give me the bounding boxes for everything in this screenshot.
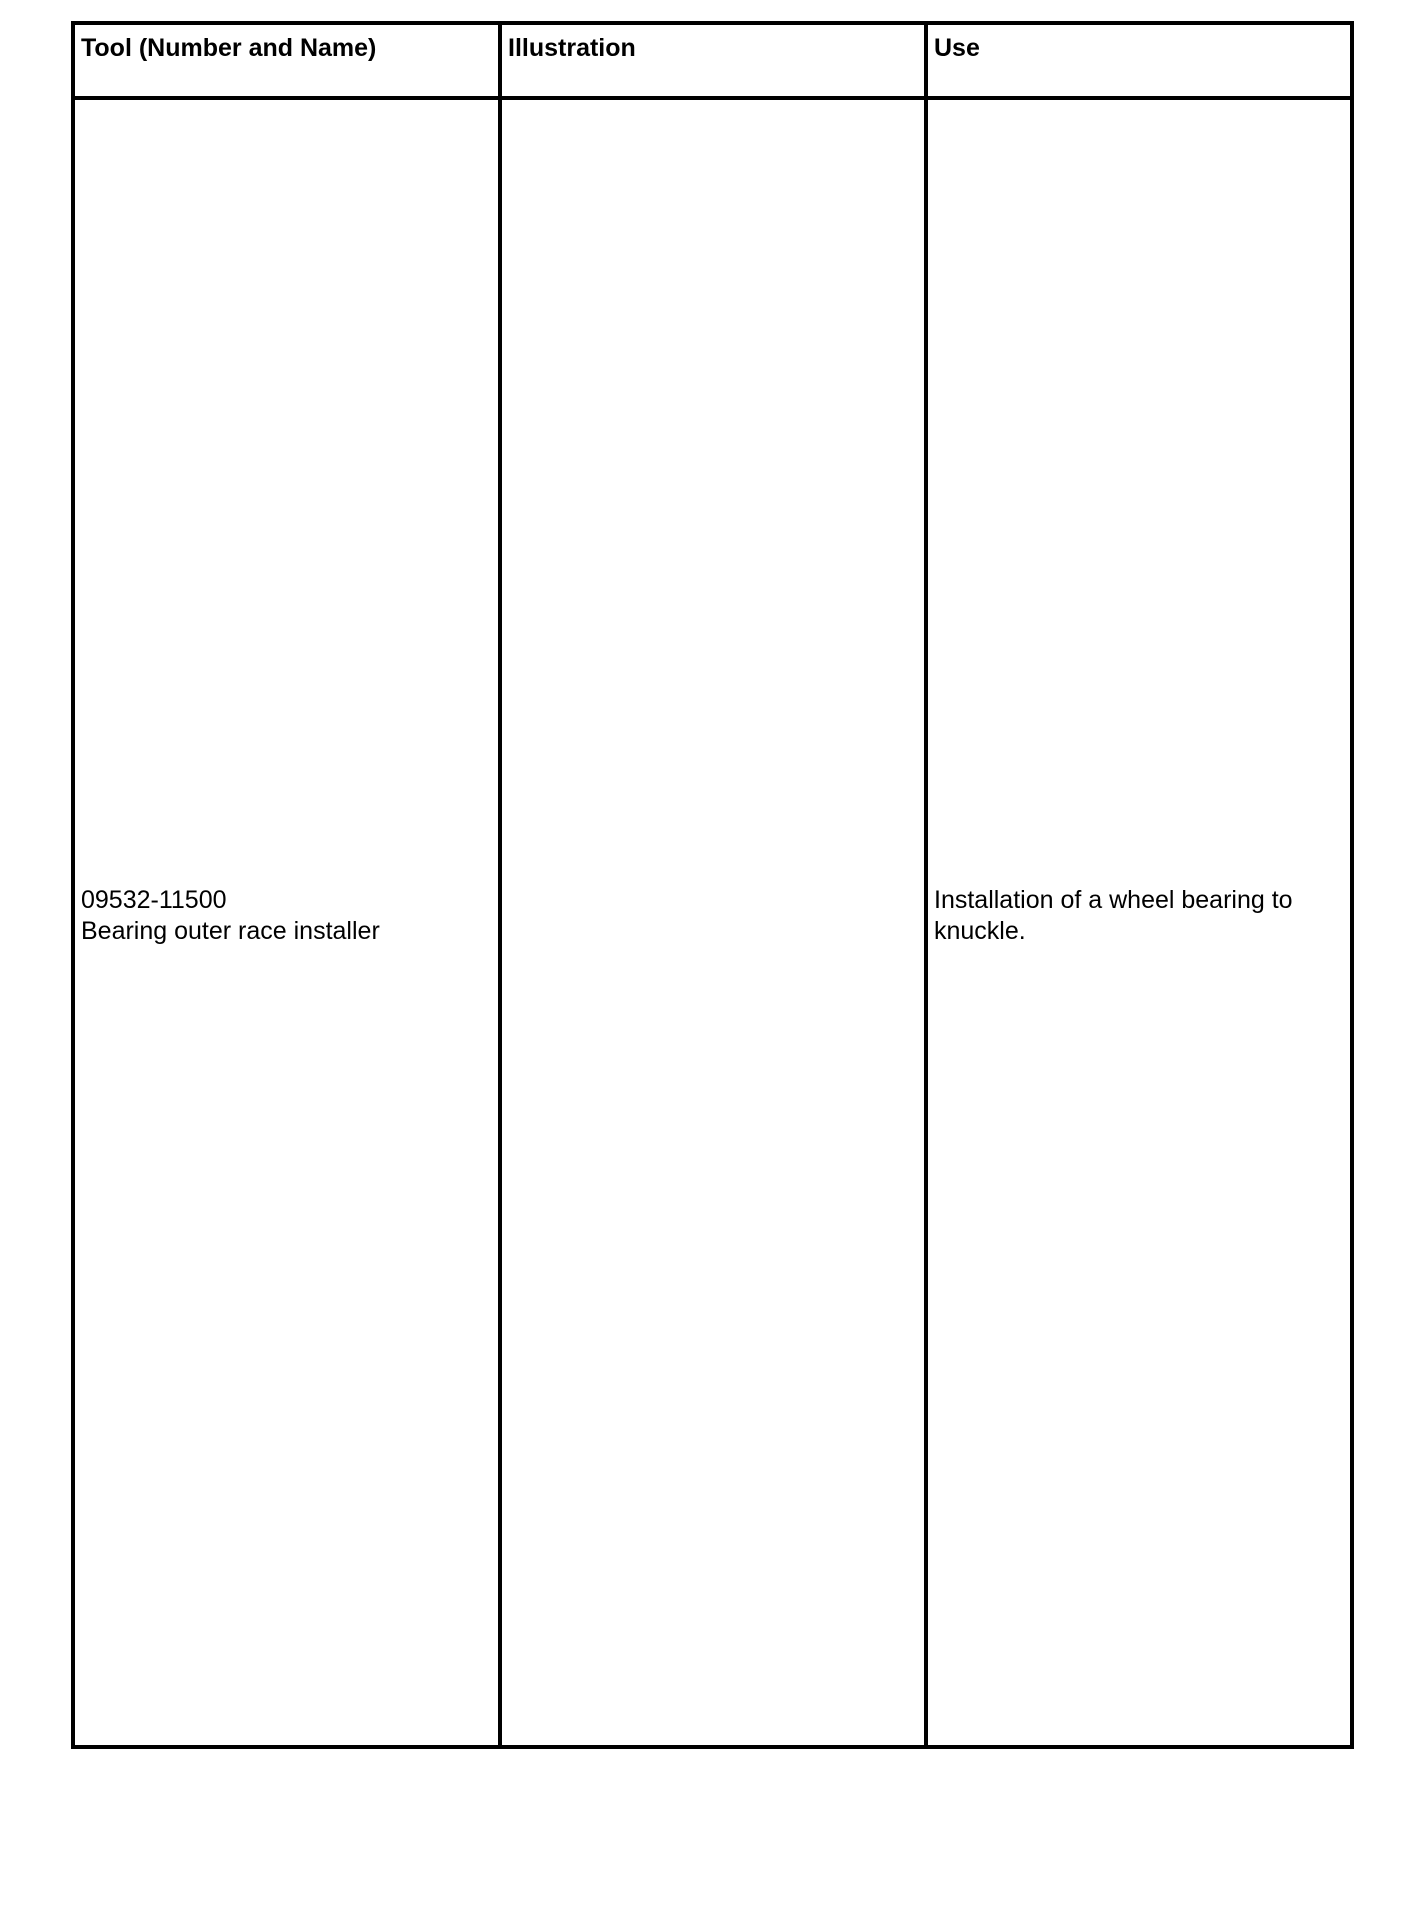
header-use: Use xyxy=(928,25,1350,100)
cell-use xyxy=(928,100,1350,1745)
header-tool-number-name: Tool (Number and Name) xyxy=(75,25,502,100)
tool-text-block xyxy=(81,885,380,947)
cell-tool xyxy=(75,100,502,1745)
use-text-line-1: Installation of a wheel bearing to xyxy=(934,885,1293,914)
header-illustration: Illustration xyxy=(502,25,928,100)
tool-name: Bearing outer race installer xyxy=(81,916,380,945)
use-text-block xyxy=(934,885,1293,947)
cell-illustration xyxy=(502,100,928,1745)
use-text-line-2: knuckle. xyxy=(934,916,1026,945)
special-tool-table xyxy=(71,21,1354,1749)
tool-number: 09532-11500 xyxy=(81,885,227,914)
